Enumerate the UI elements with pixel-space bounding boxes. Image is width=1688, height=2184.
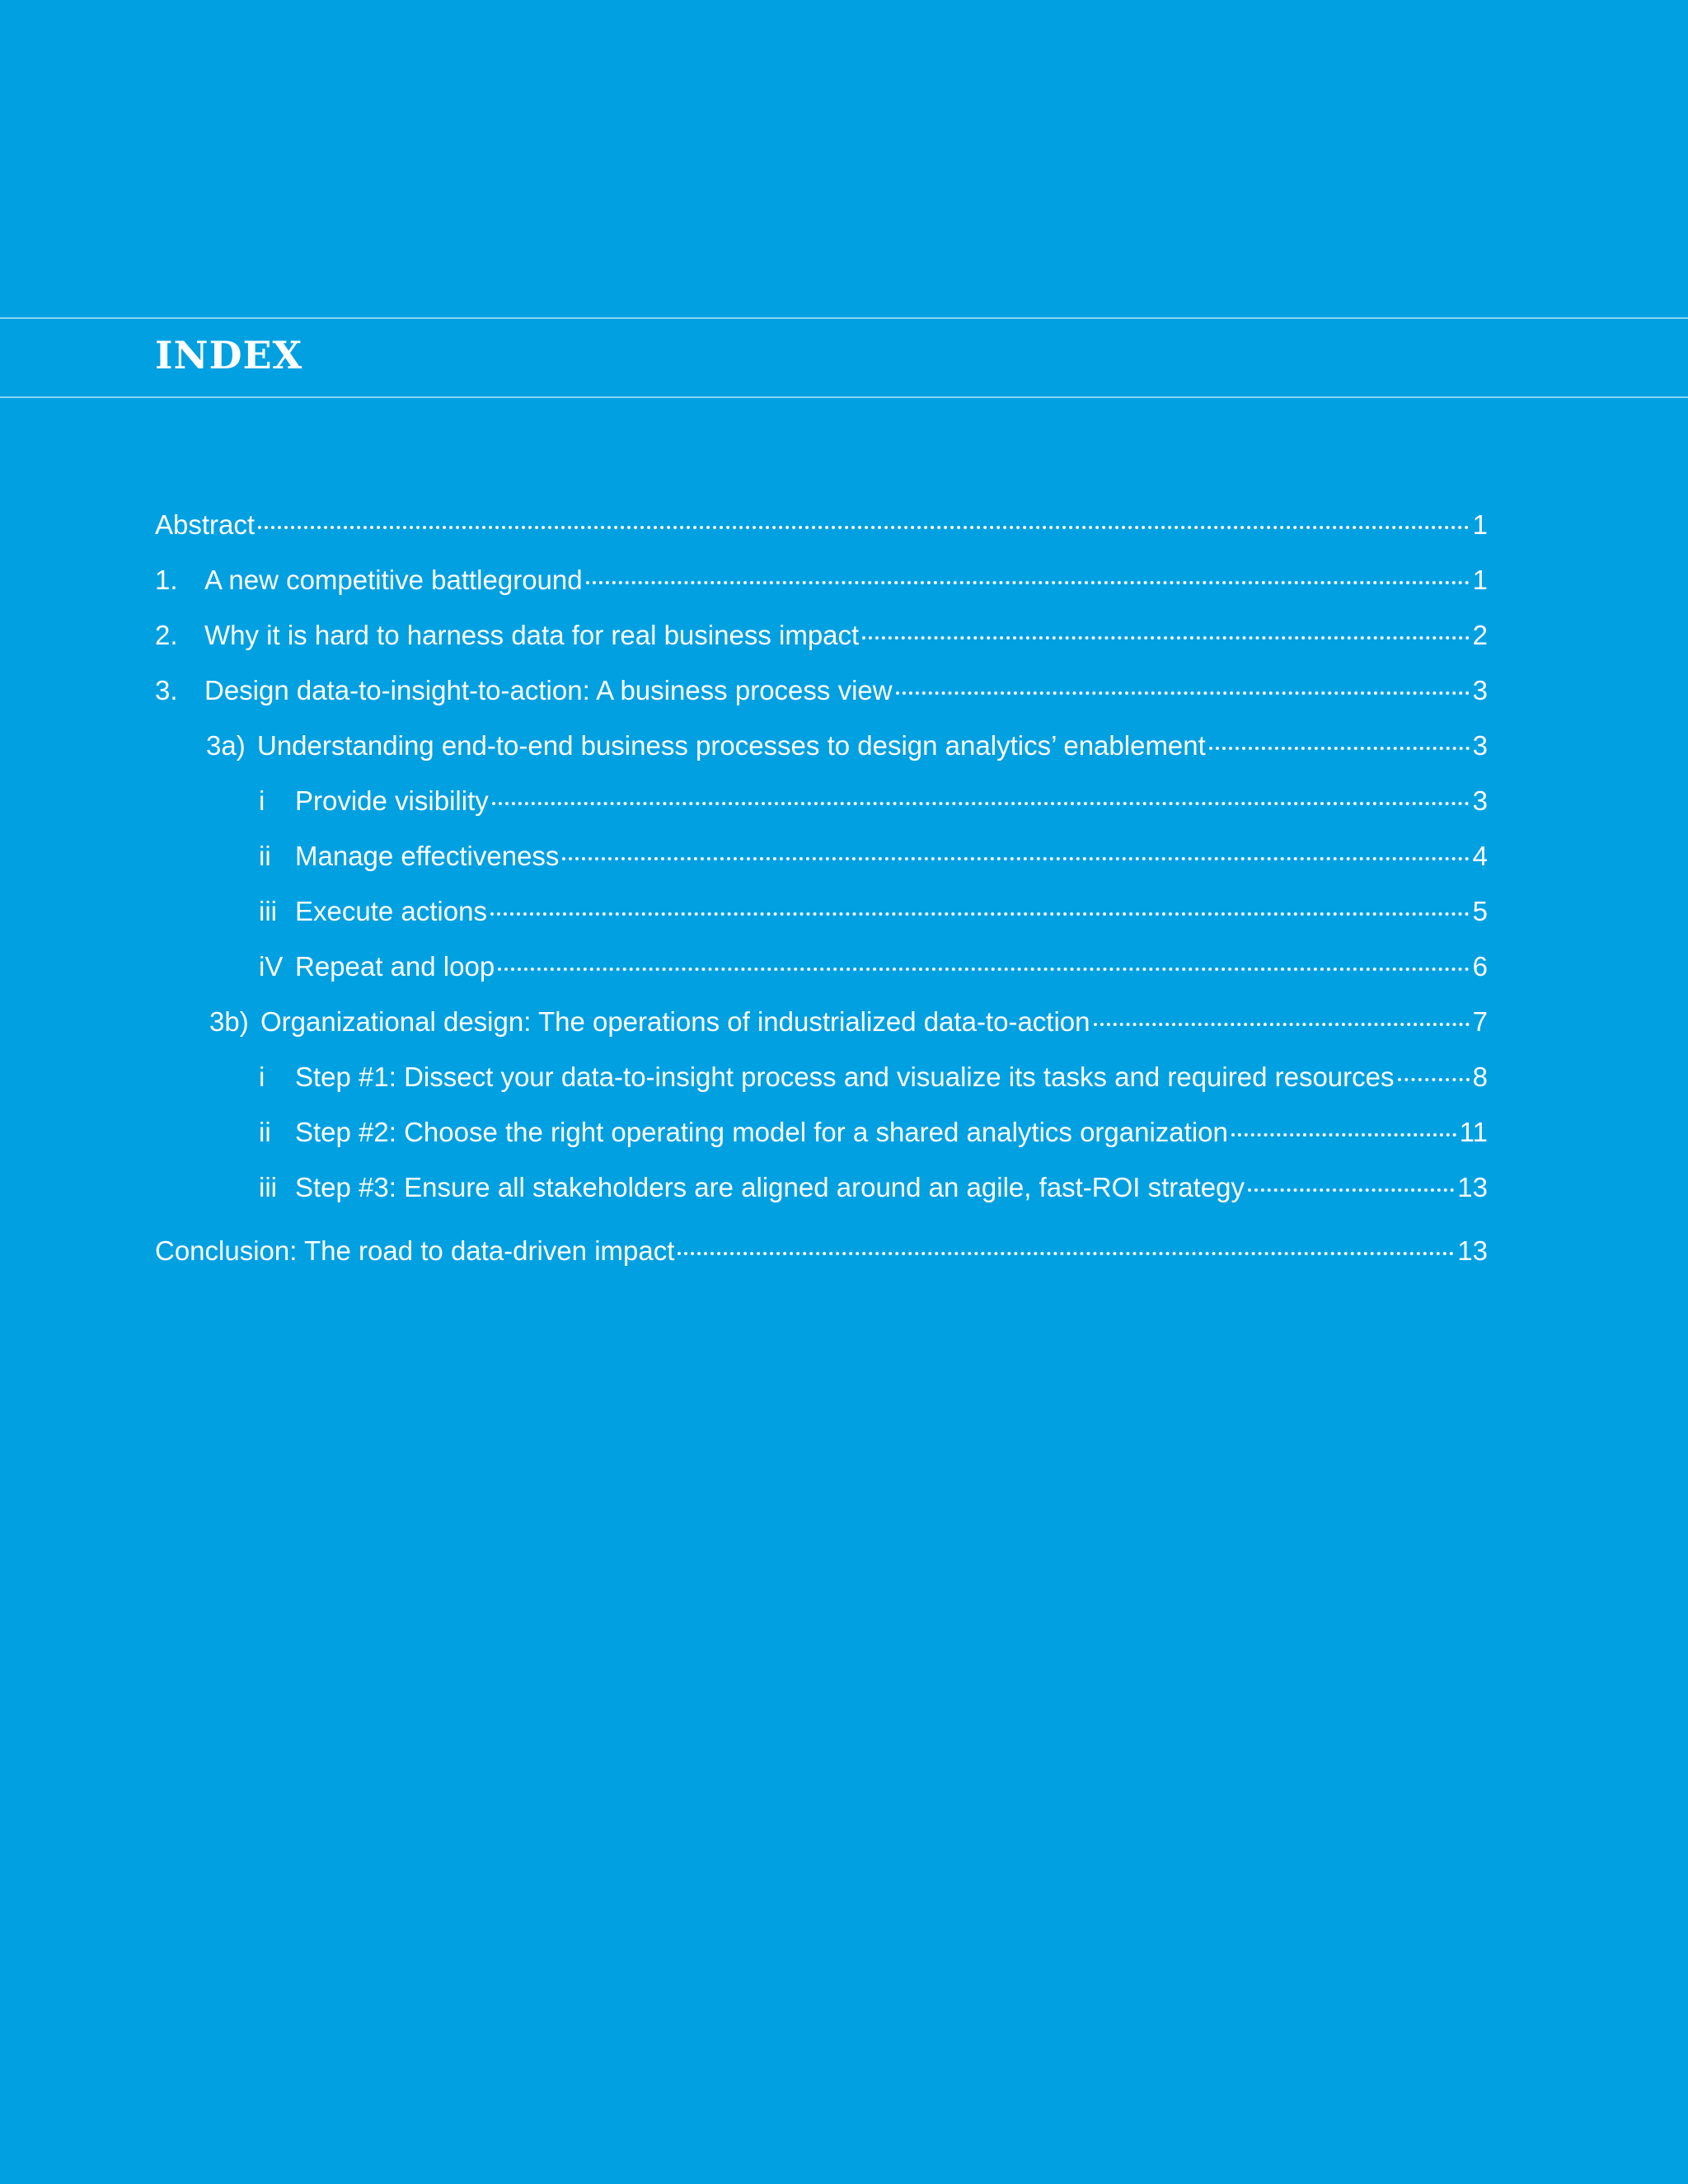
toc-entry-title: Provide visibility xyxy=(295,785,489,816)
toc-dot-leader xyxy=(678,1252,1454,1255)
toc-entry-number: 3a) xyxy=(206,730,246,761)
toc-entry-title: A new competitive battleground xyxy=(204,565,583,595)
toc-page-number: 13 xyxy=(1457,1172,1488,1202)
toc-dot-leader xyxy=(1231,1133,1456,1137)
toc-entry-number: i xyxy=(259,785,265,816)
toc-entry-title: Repeat and loop xyxy=(295,951,495,982)
toc-entry-title: Step #3: Ensure all stakeholders are aligned around an agile, fast-ROI strategy xyxy=(295,1172,1245,1202)
toc-entry-3a-iii[interactable] xyxy=(259,891,1488,932)
toc-entry-number: ii xyxy=(259,1117,271,1147)
toc-entry-number: iii xyxy=(259,1172,277,1202)
toc-entry-number: iV xyxy=(259,951,284,982)
toc-dot-leader xyxy=(1094,1023,1470,1026)
toc-page-number: 13 xyxy=(1457,1235,1488,1266)
toc-entry-title: Design data-to-insight-to-action: A business process view xyxy=(204,675,893,705)
toc-entry-3b[interactable] xyxy=(209,1001,1488,1043)
toc-dot-leader xyxy=(896,691,1470,695)
toc-entry-3a[interactable] xyxy=(206,725,1488,766)
toc-dot-leader xyxy=(1209,747,1470,750)
toc-entry-title: Abstract xyxy=(155,509,256,540)
toc-page-number: 7 xyxy=(1472,1006,1488,1037)
toc-page-number: 8 xyxy=(1472,1062,1488,1092)
toc-dot-leader xyxy=(1248,1188,1454,1192)
toc-page-number: 1 xyxy=(1472,509,1488,540)
toc-entry-number: 1. xyxy=(155,565,178,595)
header-rule-top xyxy=(0,317,1688,319)
toc-entry-number: i xyxy=(259,1062,265,1092)
toc-entry-number: 3b) xyxy=(209,1006,249,1037)
toc-page-number: 6 xyxy=(1472,951,1488,982)
toc-entry-number: iii xyxy=(259,896,277,926)
toc-entry-title: Why it is hard to harness data for real business impact xyxy=(204,620,860,650)
header-rule-bottom xyxy=(0,396,1688,398)
toc-entry-1[interactable] xyxy=(155,560,1488,601)
toc-dot-leader xyxy=(498,968,1469,971)
toc-dot-leader xyxy=(490,912,1470,916)
toc-entry-title: Manage effectiveness xyxy=(295,841,560,871)
toc-page-number: 5 xyxy=(1472,896,1488,926)
toc-page-number: 3 xyxy=(1472,785,1488,816)
toc-entry-title: Understanding end-to-end business processes to design analytics’ enablement xyxy=(257,730,1206,761)
toc-dot-leader xyxy=(1398,1078,1470,1081)
toc-entry-title: Step #2: Choose the right operating model for a shared analytics organization xyxy=(295,1117,1228,1147)
toc-entry-abstract[interactable] xyxy=(155,504,1488,546)
toc-page-number: 11 xyxy=(1459,1117,1488,1147)
toc-dot-leader xyxy=(492,802,1470,805)
toc-entry-3b-ii[interactable] xyxy=(259,1112,1488,1153)
toc-page-number: 3 xyxy=(1472,730,1488,761)
toc-entry-number: 2. xyxy=(155,620,178,650)
toc-entry-title: Execute actions xyxy=(295,896,487,926)
toc-dot-leader xyxy=(862,636,1469,640)
toc-entry-conclusion[interactable] xyxy=(155,1230,1488,1272)
toc-entry-title: Conclusion: The road to data-driven impact xyxy=(155,1235,675,1266)
toc-dot-leader xyxy=(562,857,1469,860)
toc-page-number: 1 xyxy=(1472,565,1488,595)
toc-entry-2[interactable] xyxy=(155,615,1488,656)
toc-entry-3a-iv[interactable] xyxy=(259,946,1488,987)
toc-page-number: 2 xyxy=(1472,620,1488,650)
toc-entry-3b-iii[interactable] xyxy=(259,1167,1488,1208)
toc-entry-title: Organizational design: The operations of industrialized data-to-action xyxy=(260,1006,1090,1037)
toc-entry-3a-i[interactable] xyxy=(259,780,1488,822)
toc-entry-number: ii xyxy=(259,841,271,871)
toc-dot-leader xyxy=(258,526,1470,529)
toc-entry-3b-i[interactable] xyxy=(259,1057,1488,1098)
toc-dot-leader xyxy=(586,581,1470,584)
toc-entry-number: 3. xyxy=(155,675,178,705)
toc-page-number: 4 xyxy=(1472,841,1488,871)
toc-entry-3a-ii[interactable] xyxy=(259,836,1488,877)
toc-page-number: 3 xyxy=(1472,675,1488,705)
toc-entry-3[interactable] xyxy=(155,670,1488,711)
page-title: INDEX xyxy=(155,333,303,377)
toc-entry-title: Step #1: Dissect your data-to-insight process and visualize its tasks and required resources xyxy=(295,1062,1395,1092)
